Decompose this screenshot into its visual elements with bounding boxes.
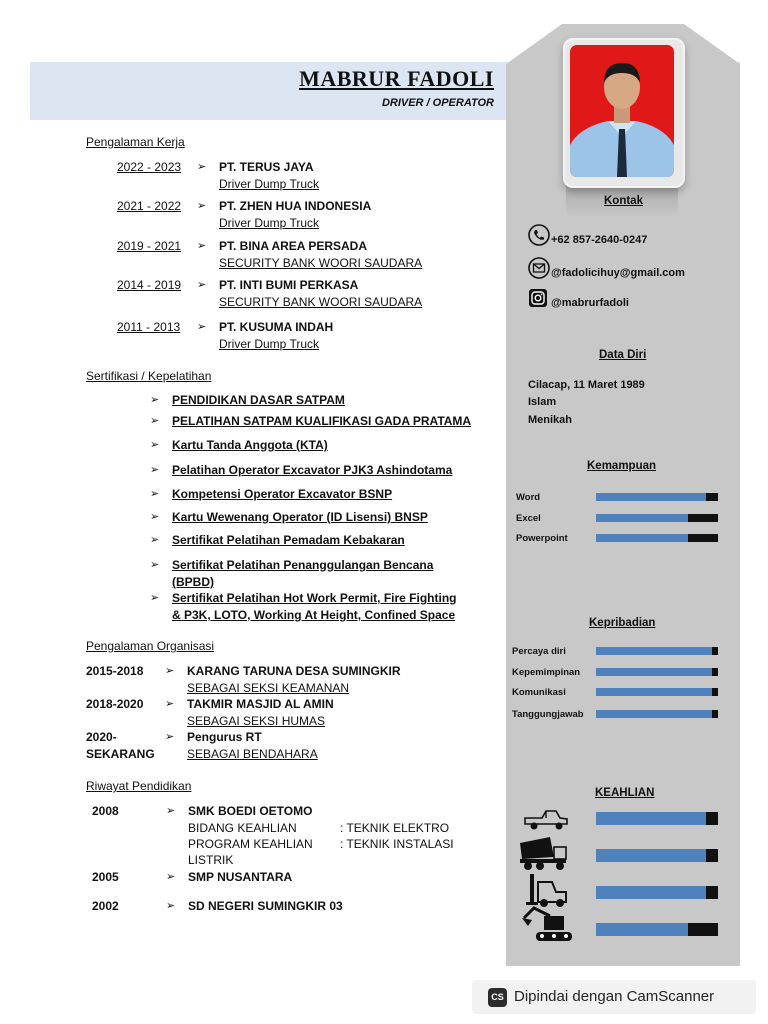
org-year: 2015-2018: [86, 664, 144, 678]
edu-heading: Riwayat Pendidikan: [86, 779, 192, 793]
work-heading: Pengalaman Kerja: [86, 135, 185, 149]
org-name: KARANG TARUNA DESA SUMINGKIR: [187, 664, 401, 678]
edu-year: 2005: [92, 870, 119, 884]
cert-item: Sertifikat Pelatihan Pemadam Kebakaran: [172, 533, 405, 547]
bullet-arrow-icon: ➢: [197, 321, 207, 333]
personality-label: Percaya diri: [512, 646, 566, 657]
bullet-arrow-icon: ➢: [165, 665, 175, 677]
work-company: PT. TERUS JAYA: [219, 160, 314, 174]
skill-bar: [596, 514, 718, 522]
org-year-continued: SEKARANG: [86, 747, 155, 761]
contact-heading: Kontak: [604, 195, 643, 207]
cert-item: Kartu Tanda Anggota (KTA): [172, 438, 328, 452]
expertise-bar-fill: [596, 812, 706, 825]
cert-item: Sertifikat Pelatihan Hot Work Permit, Fire Fighting: [172, 591, 457, 605]
personality-bar: [596, 647, 718, 655]
bullet-arrow-icon: ➢: [150, 394, 160, 406]
skill-bar-fill: [596, 534, 688, 542]
bullet-arrow-icon: ➢: [150, 464, 160, 476]
bullet-arrow-icon: ➢: [150, 534, 160, 546]
bullet-arrow-icon: ➢: [197, 240, 207, 252]
work-years: 2021 - 2022: [117, 199, 182, 213]
excavator-icon: [520, 904, 576, 949]
contact-instagram[interactable]: @mabrurfadoli: [551, 297, 629, 309]
cert-item: (BPBD): [172, 575, 214, 589]
cert-item: Kartu Wewenang Operator (ID Lisensi) BNSP: [172, 510, 428, 524]
cert-item: Sertifikat Pelatihan Penanggulangan Bencana: [172, 558, 434, 572]
expertise-bar-fill: [596, 849, 706, 862]
skills-heading: Kemampuan: [587, 460, 657, 472]
bullet-arrow-icon: ➢: [165, 731, 175, 743]
bullet-arrow-icon: ➢: [166, 871, 176, 883]
work-company: PT. INTI BUMI PERKASA: [219, 278, 359, 292]
bullet-arrow-icon: ➢: [166, 805, 176, 817]
edu-school: SMK BOEDI OETOMO: [188, 804, 313, 818]
scanner-text: Dipindai dengan CamScanner: [514, 988, 715, 1005]
contact-email[interactable]: @fadolicihuy@gmail.com: [551, 267, 685, 279]
org-role: SEBAGAI SEKSI KEAMANAN: [187, 681, 350, 695]
skill-bar-fill: [596, 493, 706, 501]
pickup-truck-icon: [522, 806, 570, 837]
bullet-arrow-icon: ➢: [150, 592, 160, 604]
bullet-arrow-icon: ➢: [166, 900, 176, 912]
expertise-heading: KEAHLIAN: [595, 787, 655, 799]
cv-role: DRIVER / OPERATOR: [381, 97, 494, 109]
work-years: 2011 - 2013: [117, 320, 181, 334]
cv-name: MABRUR FADOLI: [299, 66, 494, 91]
skill-bar: [596, 493, 718, 501]
cert-item: & P3K, LOTO, Working At Height, Confined Space: [172, 608, 456, 622]
edu-year: 2002: [92, 899, 119, 913]
work-role: SECURITY BANK WOORI SAUDARA: [219, 295, 423, 309]
personality-heading: Kepribadian: [589, 617, 656, 629]
personality-label: Komunikasi: [512, 687, 566, 698]
cert-item: Kompetensi Operator Excavator BSNP: [172, 487, 393, 501]
edu-school: SMP NUSANTARA: [188, 870, 293, 884]
personality-bar-fill: [596, 688, 712, 696]
expertise-bar-fill: [596, 886, 706, 899]
work-company: PT. KUSUMA INDAH: [219, 320, 334, 334]
bullet-arrow-icon: ➢: [150, 511, 160, 523]
dump-truck-icon: [518, 835, 570, 876]
org-name: TAKMIR MASJID AL AMIN: [187, 697, 334, 711]
personal-birth: Cilacap, 11 Maret 1989: [528, 379, 645, 391]
skill-bar: [596, 534, 718, 542]
work-years: 2014 - 2019: [117, 278, 182, 292]
edu-school: SD NEGERI SUMINGKIR 03: [188, 899, 343, 913]
personal-heading: Data Diri: [599, 349, 647, 361]
profile-photo: [570, 45, 674, 177]
edu-detail-label: LISTRIK: [188, 853, 234, 867]
skill-label: Word: [516, 492, 541, 503]
edu-detail-label: BIDANG KEAHLIAN: [188, 821, 297, 835]
personality-bar: [596, 688, 718, 696]
work-role: SECURITY BANK WOORI SAUDARA: [219, 256, 423, 270]
expertise-bar: [596, 886, 718, 899]
skill-bar-fill: [596, 514, 688, 522]
org-role: SEBAGAI BENDAHARA: [187, 747, 318, 761]
org-role: SEBAGAI SEKSI HUMAS: [187, 714, 326, 728]
work-years: 2019 - 2021: [117, 239, 182, 253]
work-company: PT. BINA AREA PERSADA: [219, 239, 368, 253]
edu-year: 2008: [92, 804, 119, 818]
bullet-arrow-icon: ➢: [150, 488, 160, 500]
skill-label: Excel: [516, 513, 541, 524]
expertise-bar: [596, 923, 718, 936]
personal-religion: Islam: [528, 396, 557, 408]
org-heading: Pengalaman Organisasi: [86, 639, 215, 653]
work-company: PT. ZHEN HUA INDONESIA: [219, 199, 372, 213]
expertise-bar-fill: [596, 923, 688, 936]
personality-bar-fill: [596, 668, 712, 676]
bullet-arrow-icon: ➢: [197, 279, 207, 291]
bullet-arrow-icon: ➢: [197, 200, 207, 212]
camscanner-logo: CS: [488, 988, 507, 1007]
org-year: 2018-2020: [86, 697, 144, 711]
work-role: Driver Dump Truck: [219, 337, 320, 351]
work-years: 2022 - 2023: [117, 160, 182, 174]
email-icon: [528, 257, 548, 277]
edu-detail-value: : TEKNIK INSTALASI: [340, 837, 454, 851]
expertise-bar: [596, 849, 718, 862]
phone-icon: [528, 224, 548, 244]
instagram-icon: [528, 288, 548, 308]
bullet-arrow-icon: ➢: [150, 439, 160, 451]
personality-bar: [596, 668, 718, 676]
org-name: Pengurus RT: [187, 730, 262, 744]
personality-bar-fill: [596, 647, 712, 655]
personality-label: Kepemimpinan: [512, 667, 581, 678]
personal-status: Menikah: [528, 414, 573, 426]
edu-detail-label: PROGRAM KEAHLIAN: [188, 837, 313, 851]
cert-item: PELATIHAN SATPAM KUALIFIKASI GADA PRATAMA: [172, 414, 472, 428]
contact-phone[interactable]: +62 857-2640-0247: [551, 234, 648, 246]
work-role: Driver Dump Truck: [219, 177, 320, 191]
cert-item: Pelatihan Operator Excavator PJK3 Ashindotama: [172, 463, 453, 477]
certs-heading: Sertifikasi / Kepelatihan: [86, 369, 212, 383]
org-year: 2020-: [86, 730, 117, 744]
bullet-arrow-icon: ➢: [150, 415, 160, 427]
personality-bar-fill: [596, 710, 712, 718]
cert-item: PENDIDIKAN DASAR SATPAM: [172, 393, 345, 407]
bullet-arrow-icon: ➢: [150, 559, 160, 571]
skill-label: Powerpoint: [516, 533, 568, 544]
personality-label: Tanggungjawab: [512, 709, 584, 720]
personality-bar: [596, 710, 718, 718]
bullet-arrow-icon: ➢: [165, 698, 175, 710]
work-role: Driver Dump Truck: [219, 216, 320, 230]
expertise-bar: [596, 812, 718, 825]
edu-detail-value: : TEKNIK ELEKTRO: [340, 821, 450, 835]
bullet-arrow-icon: ➢: [197, 161, 207, 173]
